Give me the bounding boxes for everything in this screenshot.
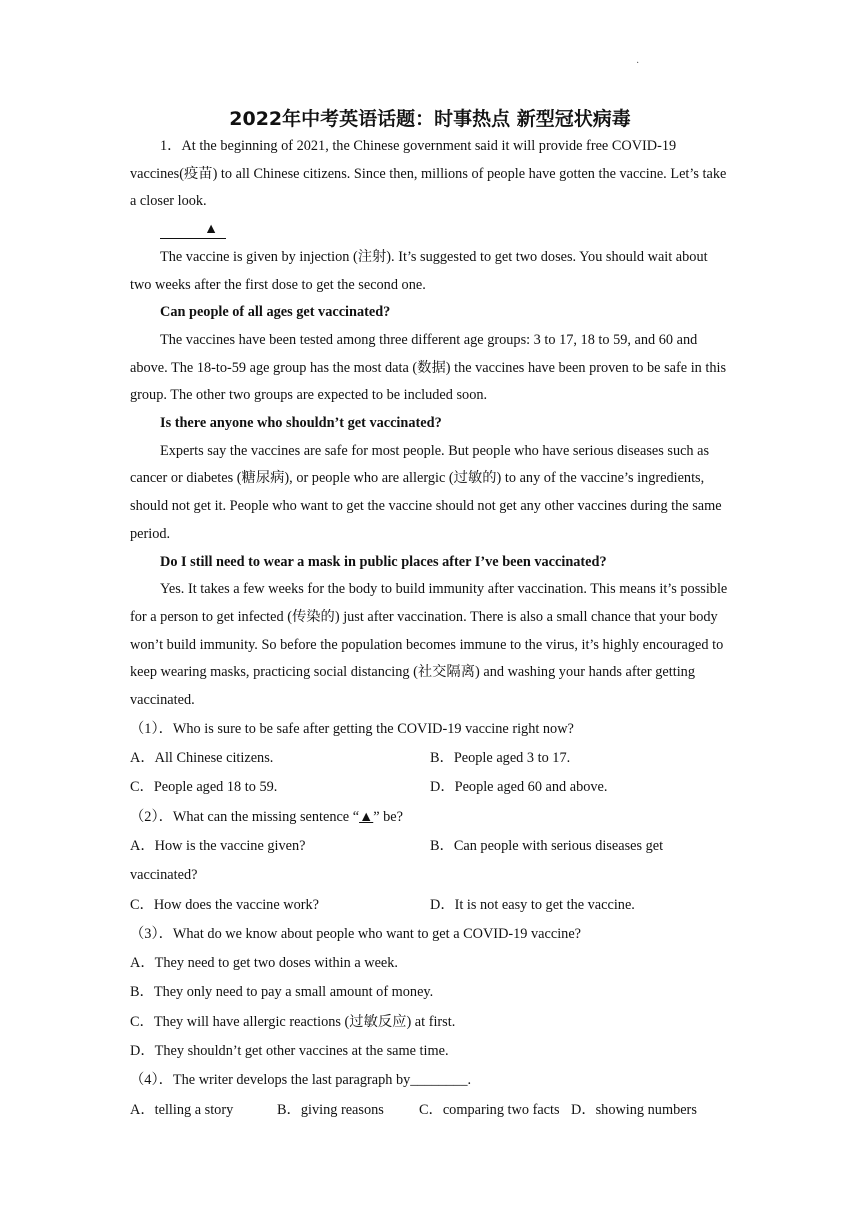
blank-marker: ▲ [160,221,226,239]
option-d: D．People aged 60 and above. [430,779,608,796]
option-d: D．They shouldn’t get other vaccines at the same time. [130,1043,449,1060]
option-a: A．How is the vaccine given? [130,837,306,854]
option-d: D．showing numbers [571,1101,697,1118]
option-b: B．giving reasons [277,1101,384,1118]
document-title: 2022年中考英语话题：时事热点 新型冠状病毒 [229,108,631,130]
option-c: C．How does the vaccine work? [130,896,319,913]
question-2-stem-start: （2）．What can the missing sentence “ [130,808,360,825]
option-c: C．comparing two facts [419,1101,560,1118]
option-b: B．People aged 3 to 17. [430,750,571,767]
question-1-options-row-2 [130,773,730,802]
option-a: A．telling a story [130,1101,234,1118]
passage-paragraph-2: The vaccines have been tested among three different age groups: 3 to 17, 18 to 59, and 60 and above. The 18-to-59 age group has the most data (数据) the vaccines have been proven to be safe in this group. The other two groups are expected to be included soon. [130,331,727,404]
option-b: B．They only need to pay a small amount of money. [130,984,434,1001]
passage-paragraph-1: The vaccine is given by injection (注射). It’s suggested to get two doses. You should wait about two weeks after the first dose to get the second one. [130,248,708,293]
option-b-continued: vaccinated? [130,867,198,884]
passage-intro: 1．At the beginning of 2021, the Chinese government said it will provide free COVID-19 vaccines(疫苗) to all Chinese citizens. Since then, millions of people have gotten the vaccine. Let’s take a closer look. [130,138,727,210]
question-1-stem: （1）．Who is sure to be safe after getting the COVID-19 vaccine right now? [130,720,574,737]
option-d: D．It is not easy to get the vaccine. [430,896,635,913]
section-heading-2: Is there anyone who shouldn’t get vaccinated? [160,415,442,432]
blank-marker: ▲ [359,808,374,825]
question-4-options [130,1096,730,1125]
option-a: A．They need to get two doses within a week. [130,955,399,972]
option-c: C．They will have allergic reactions (过敏反应) at first. [130,1013,456,1030]
question-2-options-row-2 [130,891,730,920]
section-heading-1: Can people of all ages get vaccinated? [160,304,391,321]
section-heading-3: Do I still need to wear a mask in public places after I’ve been vaccinated? [160,553,607,570]
question-1-options-row-1 [130,744,730,773]
question-3-stem: （3）．What do we know about people who want to get a COVID-19 vaccine? [130,925,582,942]
document-body [130,133,730,1125]
option-b: B．Can people with serious diseases get [430,837,664,854]
question-2-stem-end: ” be? [373,808,403,825]
passage-paragraph-4: Yes. It takes a few weeks for the body to build immunity after vaccination. This means it’s possible for a person to get infected (传染的) just after vaccination. There is also a small chance that your body won’t build immunity. So before the population becomes immune to the virus, it’s highly encouraged to keep wearing masks, practicing social distancing (社交隔离) and washing your hands after getting vaccinated. [130,581,728,709]
question-4-stem: （4）．The writer develops the last paragraph by________. [130,1072,472,1089]
passage-paragraph-3: Experts say the vaccines are safe for most people. But people who have serious diseases such as cancer or diabetes (糖尿病), or people who are allergic (过敏的) to any of the vaccine’s ingredients, should not get it. People who want to get the vaccine should not get any other vaccines during the same period. [130,442,722,542]
question-2-options-row-1 [130,832,730,861]
option-a: A．All Chinese citizens. [130,750,274,767]
question-2-stem [130,803,730,832]
blank-line [130,216,730,244]
header-mark: · [636,58,640,69]
option-c: C．People aged 18 to 59. [130,779,278,796]
